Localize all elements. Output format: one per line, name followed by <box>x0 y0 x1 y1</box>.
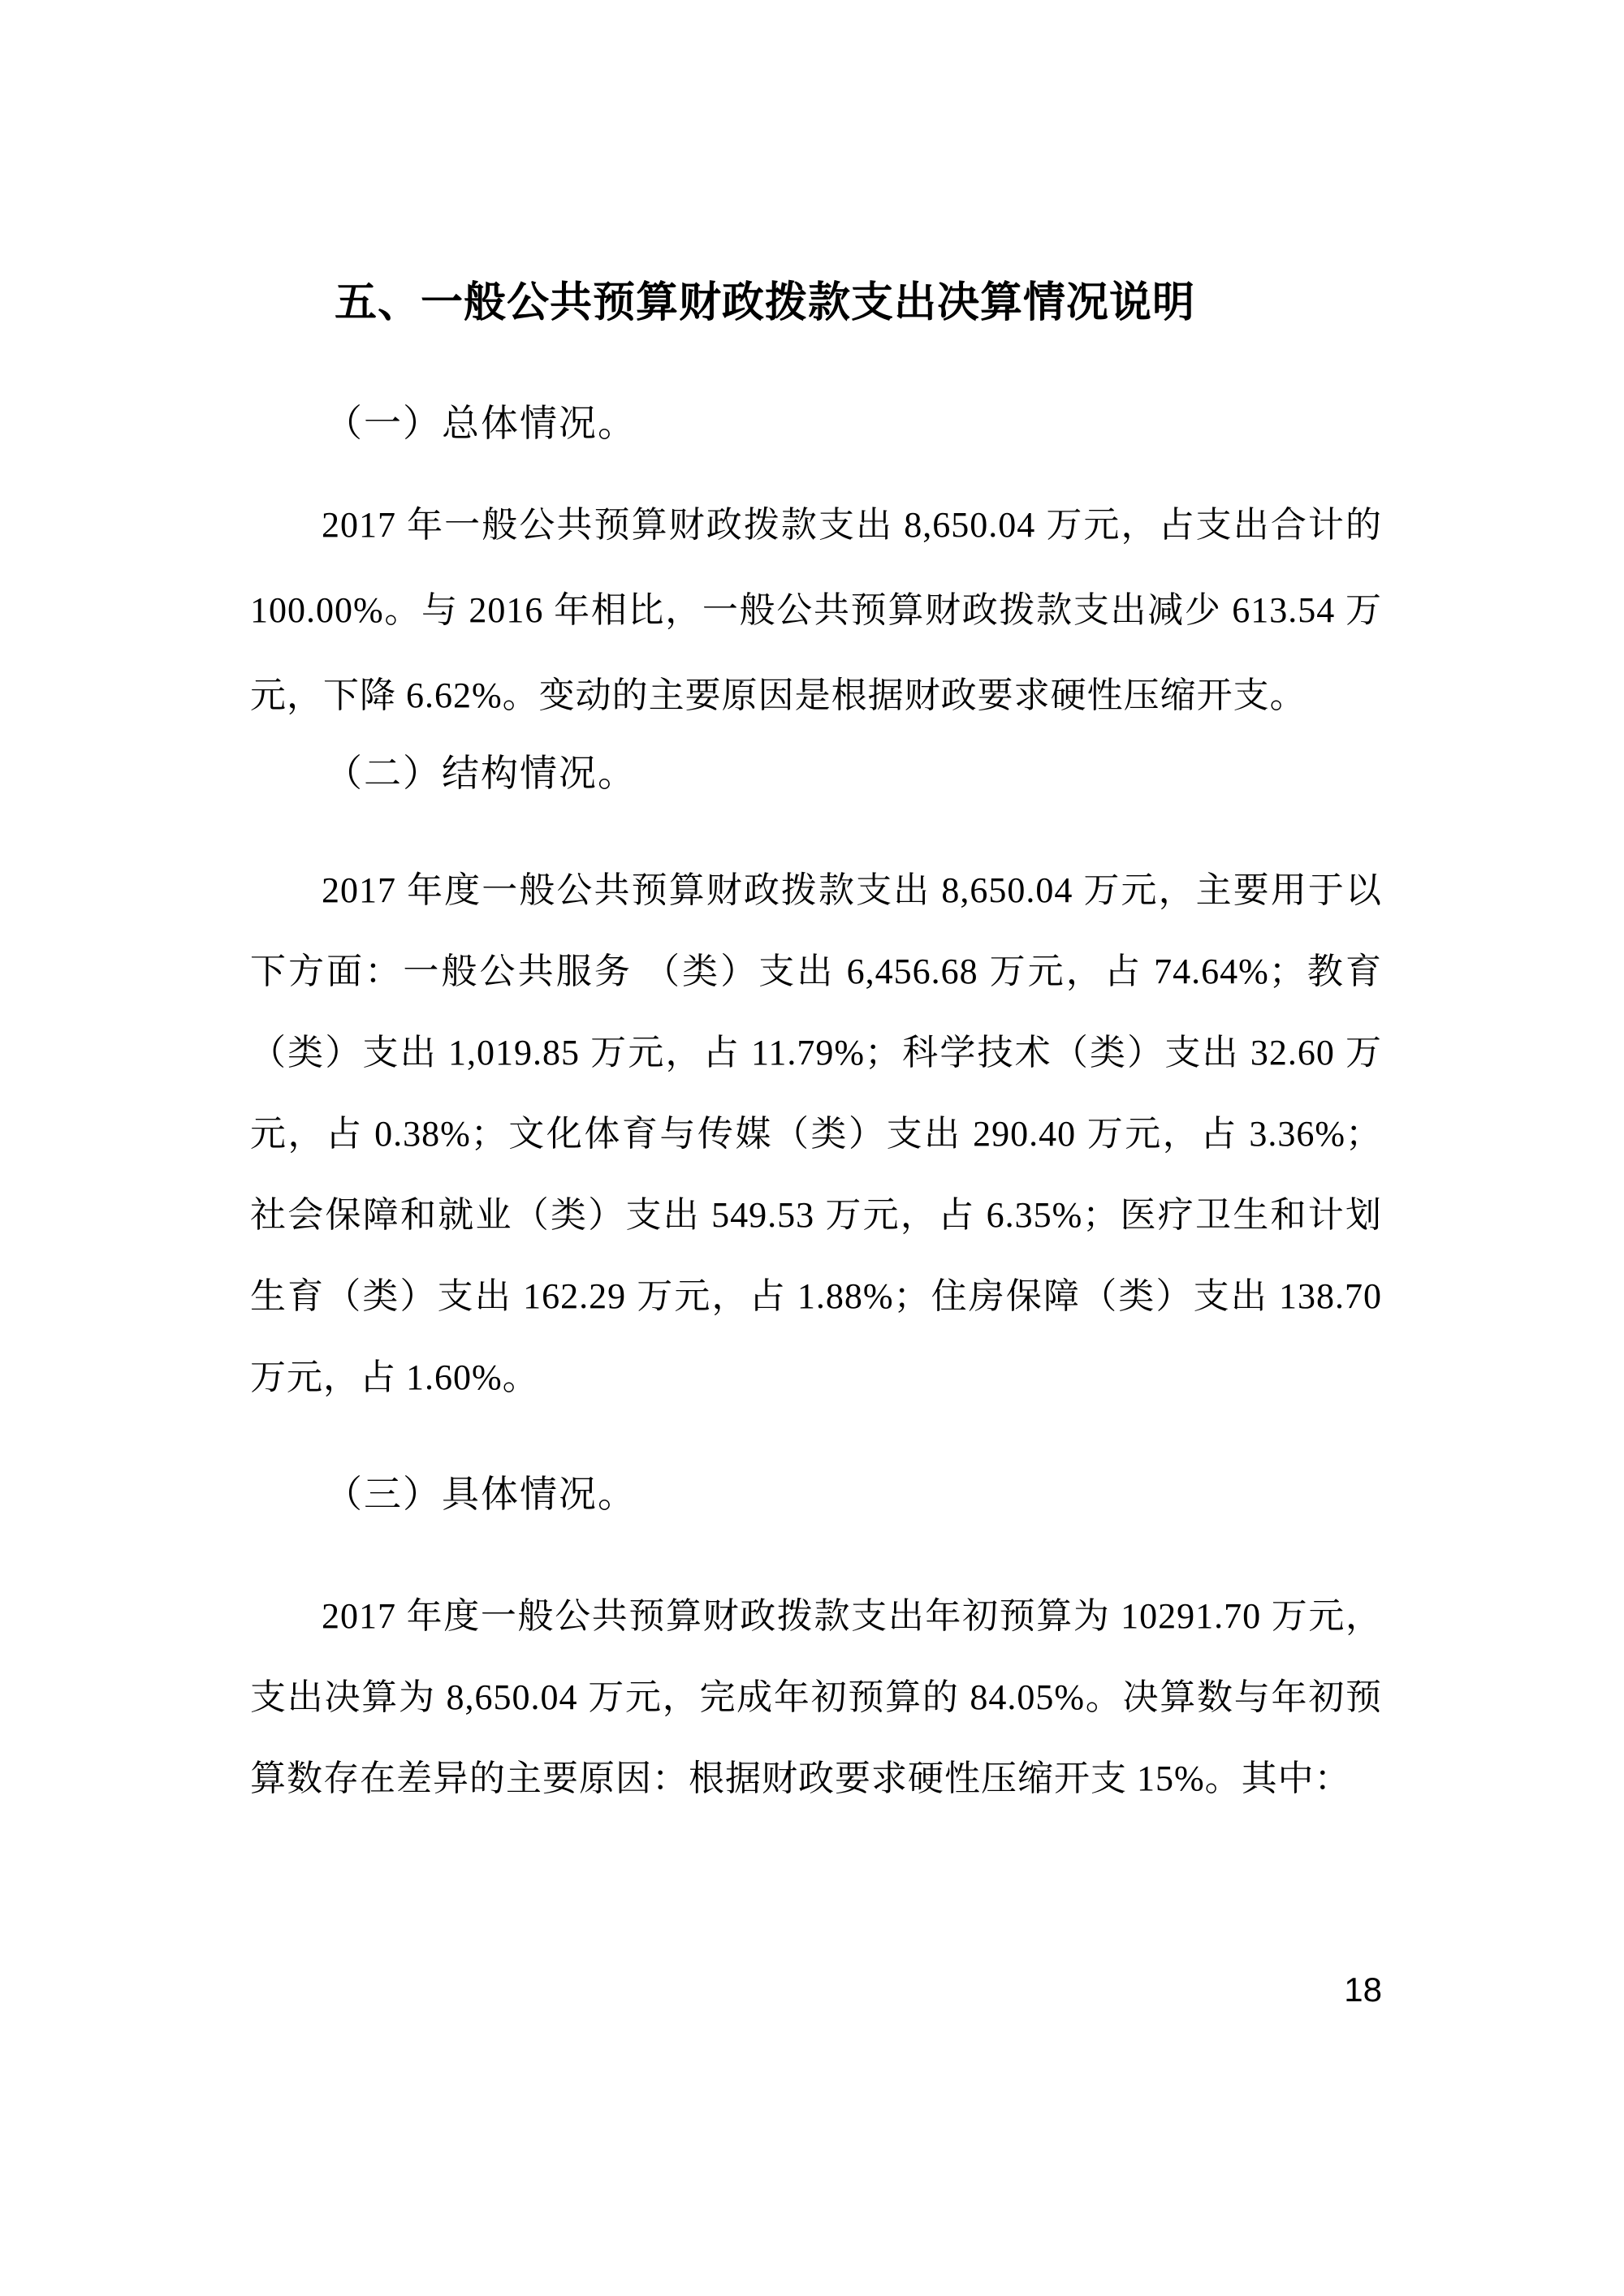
section-heading-overall: （一）总体情况。 <box>325 403 637 444</box>
section-paragraph-detail: 2017 年度一般公共预算财政拨款支出年初预算为 10291.70 万元，支出决算为 8,650.04 万元，完成年初预算的 84.05%。决算数与年初预算数存在差异的主要原因：根据财政要求硬性压缩开支 15%。其中： <box>250 1596 1382 1798</box>
section-paragraph-structure: 2017 年度一般公共预算财政拨款支出 8,650.04 万元，主要用于以下方面：一般公共服务 （类）支出 6,456.68 万元，占 74.64%；教育（类）支出 1,019.85 万元，占 11.79%；科学技术（类）支出 32.60 万元，占 0.38%；文化体育与传媒（类）支出 290.40 万元，占 3.36%；社会保障和就业（类）支出 549.53 万元，占 6.35%；医疗卫生和计划生育（类）支出 162.29 万元，占 1.88%；住房保障（类）支出 138.70 万元，占 1.60%。 <box>250 870 1382 1397</box>
page-number: 18 <box>1344 1970 1382 2009</box>
section-heading-detail: （三）具体情况。 <box>325 1474 637 1515</box>
section-paragraph-overall: 2017 年一般公共预算财政拨款支出 8,650.04 万元，占支出合计的 100.00%。与 2016 年相比，一般公共预算财政拨款支出减少 613.54 万元，下降 6.62%。变动的主要原因是根据财政要求硬性压缩开支。 <box>250 505 1382 715</box>
page-content <box>250 0 1382 2010</box>
section-heading-structure: （二）结构情况。 <box>325 753 637 794</box>
document-title: 五、一般公共预算财政拨款支出决算情况说明 <box>335 279 1196 326</box>
